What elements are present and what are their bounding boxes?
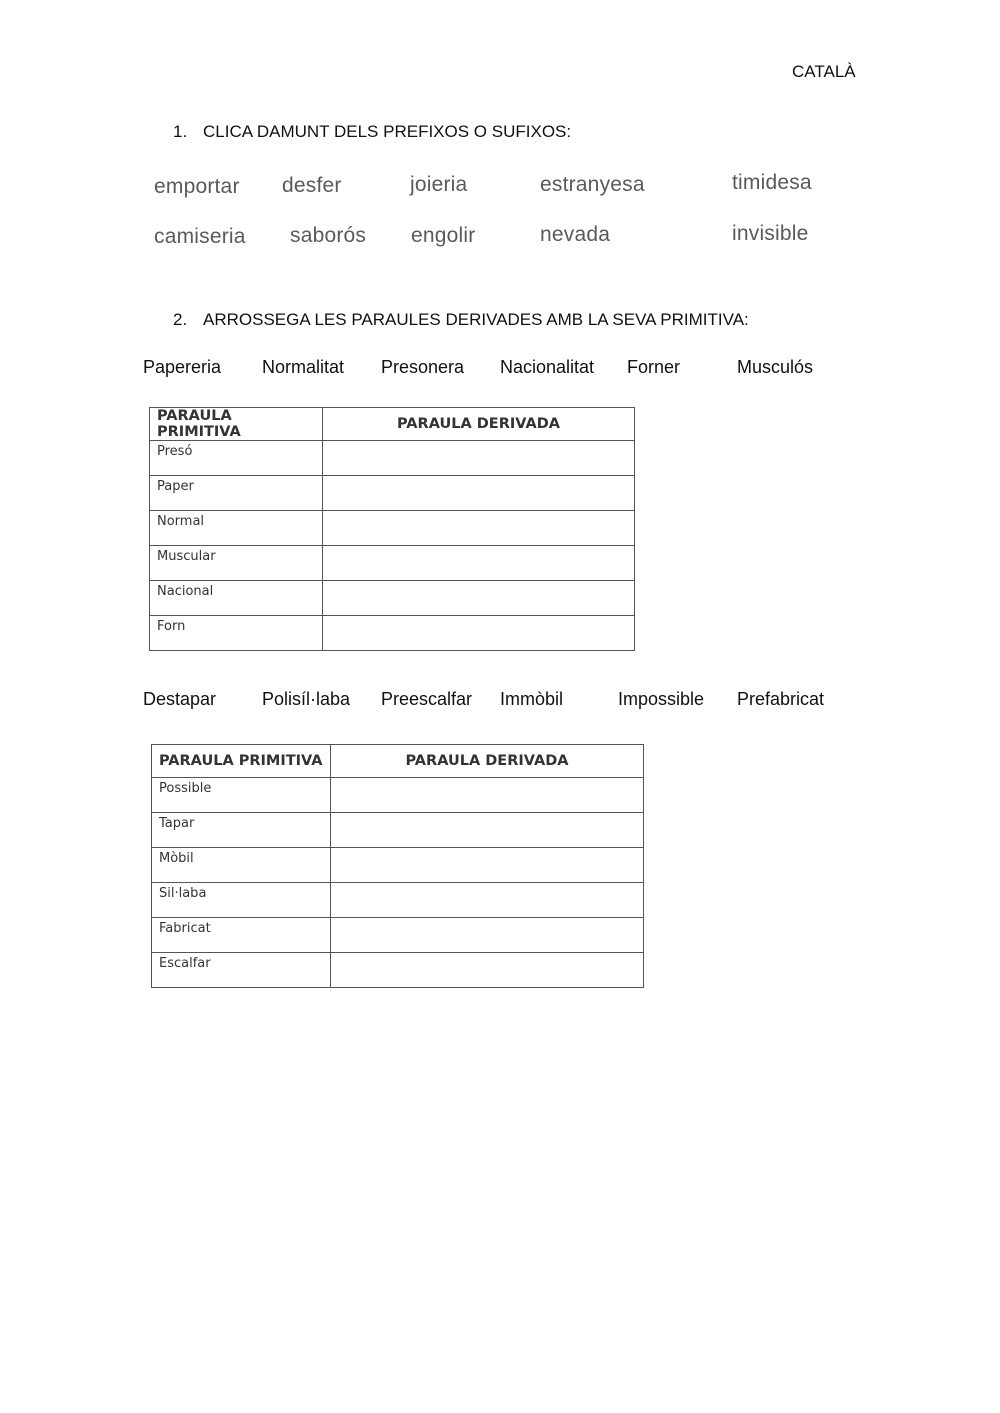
primitive-word-cell: Escalfar	[152, 953, 331, 988]
derived-drop-zone[interactable]	[331, 953, 644, 988]
table-row	[150, 546, 635, 581]
derived-drop-zone[interactable]	[323, 546, 635, 581]
derived-drop-zone[interactable]	[331, 848, 644, 883]
derived-drop-zone[interactable]	[323, 476, 635, 511]
table-row	[150, 511, 635, 546]
primitive-word-cell: Presó	[150, 441, 323, 476]
table-row	[152, 918, 644, 953]
derived-drop-zone[interactable]	[323, 581, 635, 616]
draggable-word[interactable]: Forner	[627, 357, 681, 377]
exercise-1-instruction	[173, 122, 571, 142]
clickable-word[interactable]: nevada	[540, 223, 611, 246]
derivation-table-1	[149, 407, 635, 651]
column-header-derived: PARAULA DERIVADA	[323, 408, 635, 441]
table-row	[152, 813, 644, 848]
clickable-word[interactable]: desfer	[282, 174, 342, 197]
clickable-word[interactable]: emportar	[154, 175, 240, 198]
primitive-word-cell: Mòbil	[152, 848, 331, 883]
exercise-2-instruction	[173, 310, 749, 330]
exercise-2-text: ARROSSEGA LES PARAULES DERIVADES AMB LA SEVA PRIMITIVA:	[203, 310, 749, 329]
primitive-word-cell: Normal	[150, 511, 323, 546]
clickable-word[interactable]: timidesa	[732, 171, 812, 194]
table-header-row	[150, 408, 635, 441]
draggable-word[interactable]: Presonera	[381, 357, 465, 377]
primitive-word-cell: Fabricat	[152, 918, 331, 953]
exercise-1-number: 1.	[173, 122, 188, 141]
draggable-word[interactable]: Polisíl·laba	[262, 689, 351, 709]
draggable-word[interactable]: Destapar	[143, 689, 217, 709]
draggable-word[interactable]: Immòbil	[500, 689, 564, 709]
draggable-word[interactable]: Impossible	[618, 689, 705, 709]
clickable-word[interactable]: joieria	[410, 173, 468, 196]
table-row	[152, 883, 644, 918]
primitive-word-cell: Forn	[150, 616, 323, 651]
derived-drop-zone[interactable]	[323, 616, 635, 651]
clickable-word[interactable]: saborós	[290, 224, 367, 247]
primitive-word-cell: Muscular	[150, 546, 323, 581]
table-row	[150, 476, 635, 511]
clickable-word[interactable]: engolir	[411, 224, 476, 247]
draggable-word[interactable]: Nacionalitat	[500, 357, 595, 377]
table-row	[152, 848, 644, 883]
column-header-primitive: PARAULA PRIMITIVA	[152, 745, 331, 778]
table-row	[150, 616, 635, 651]
column-header-primitive: PARAULA PRIMITIVA	[150, 408, 323, 441]
primitive-word-cell: Tapar	[152, 813, 331, 848]
draggable-word[interactable]: Prefabricat	[737, 689, 825, 709]
derived-drop-zone[interactable]	[331, 918, 644, 953]
derived-drop-zone[interactable]	[331, 813, 644, 848]
table-header-row	[152, 745, 644, 778]
draggable-word[interactable]: Preescalfar	[381, 689, 473, 709]
derived-drop-zone[interactable]	[323, 511, 635, 546]
derivation-table-2	[151, 744, 644, 988]
primitive-word-cell: Possible	[152, 778, 331, 813]
table-row	[150, 441, 635, 476]
primitive-word-cell: Nacional	[150, 581, 323, 616]
draggable-word[interactable]: Musculós	[737, 357, 814, 377]
table-row	[152, 778, 644, 813]
subject-title: CATALÀ	[792, 62, 856, 81]
clickable-word[interactable]: invisible	[732, 222, 809, 245]
table-row	[150, 581, 635, 616]
draggable-word[interactable]: Papereria	[143, 357, 222, 377]
table-row	[152, 953, 644, 988]
clickable-word[interactable]: camiseria	[154, 225, 246, 248]
derived-drop-zone[interactable]	[323, 441, 635, 476]
exercise-1-text: CLICA DAMUNT DELS PREFIXOS O SUFIXOS:	[203, 122, 572, 141]
derived-drop-zone[interactable]	[331, 883, 644, 918]
clickable-word[interactable]: estranyesa	[540, 173, 645, 196]
derived-drop-zone[interactable]	[331, 778, 644, 813]
primitive-word-cell: Sil·laba	[152, 883, 331, 918]
primitive-word-cell: Paper	[150, 476, 323, 511]
exercise-2-number: 2.	[173, 310, 188, 329]
draggable-word[interactable]: Normalitat	[262, 357, 345, 377]
column-header-derived: PARAULA DERIVADA	[331, 745, 644, 778]
